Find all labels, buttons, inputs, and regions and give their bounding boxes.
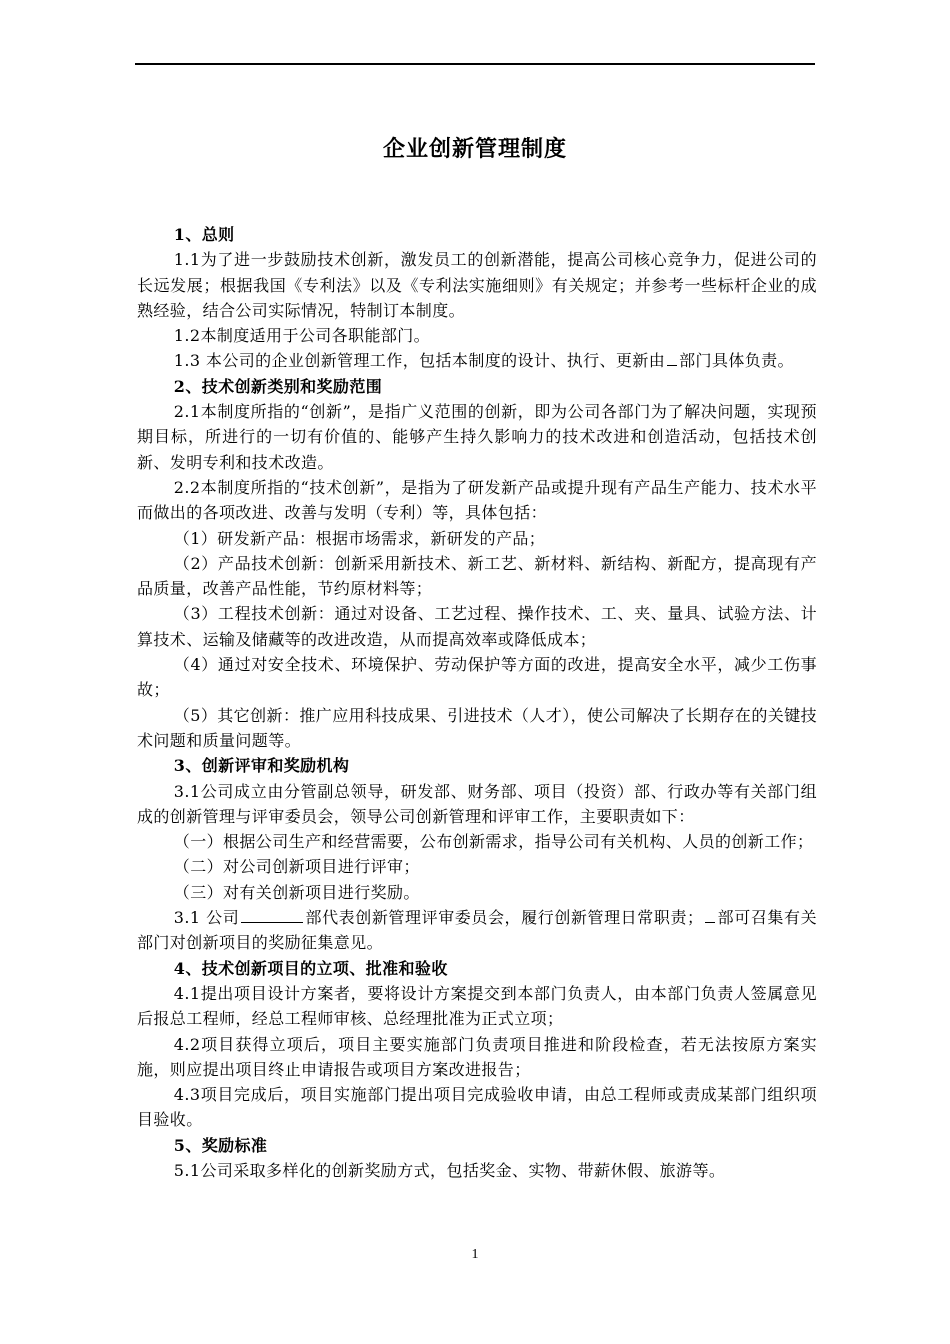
document-body — [137, 222, 817, 1183]
paragraph-text: 3.1 公司 — [173, 908, 240, 928]
list-item: （二）对公司创新项目进行评审； — [173, 857, 420, 877]
fill-in-blank — [241, 922, 303, 923]
section-heading: 1、总则 — [173, 225, 235, 244]
paragraph-text: 部代表创新管理评审委员会，履行创新管理日常职责； — [305, 908, 704, 928]
document-title: 企业创新管理制度 — [382, 136, 567, 162]
paragraph-text: 部可召集有关部门对创新项目的奖励征集意见。 — [137, 908, 817, 953]
list-item: （2）产品技术创新：创新采用新技术、新工艺、新材料、新结构、新配方，提高现有产品质量，改善产品性能，节约原材料等； — [137, 553, 817, 599]
paragraph: 5.1公司采取多样化的创新奖励方式，包括奖金、实物、带薪休假、旅游等。 — [173, 1160, 726, 1180]
list-item: （4）通过对安全技术、环境保护、劳动保护等方面的改进，提高安全水平，减少工伤事故； — [137, 655, 817, 700]
list-item: （三）对有关创新项目进行奖励。 — [173, 882, 420, 902]
paragraph: 3.1公司成立由分管副总领导，研发部、财务部、项目（投资）部、行政办等有关部门组成的创新管理与评审委员会，领导公司创新管理和评审工作，主要职责如下： — [137, 781, 817, 826]
list-item: （一）根据公司生产和经营需要，公布创新需求，指导公司有关机构、人员的创新工作； — [173, 832, 814, 852]
paragraph: 1.1为了进一步鼓励技术创新，激发员工的创新潜能，提高公司核心竞争力，促进公司的长远发展；根据我国《专利法》以及《专利法实施细则》有关规定；并参考一些标杆企业的成熟经验，结合公司实际情况，特制订本制度。 — [137, 250, 817, 320]
paragraph-text: 部门具体负责。 — [679, 351, 794, 371]
paragraph: 2.2本制度所指的“技术创新”，是指为了研发新产品或提升现有产品生产能力、技术水平而做出的各项改进、改善与发明（专利）等，具体包括： — [137, 477, 817, 523]
list-item: （1）研发新产品：根据市场需求，新研发的产品； — [173, 528, 546, 548]
section-heading: 4、技术创新项目的立项、批准和验收 — [173, 958, 448, 978]
section-heading: 5、奖励标准 — [173, 1135, 268, 1155]
page-number: 1 — [471, 1247, 479, 1262]
paragraph: 2.1本制度所指的“创新”，是指广义范围的创新，即为公司各部门为了解决问题，实现预期目标，所进行的一切有价值的、能够产生持久影响力的技术改进和创造活动，包括技术创新、发明专利和技术改造。 — [137, 402, 817, 472]
paragraph — [137, 348, 817, 373]
header-rule — [135, 63, 815, 65]
paragraph — [137, 905, 817, 956]
paragraph-text: 1.3 本公司的企业创新管理工作，包括本制度的设计、执行、更新由 — [173, 351, 666, 371]
paragraph: 4.3项目完成后，项目实施部门提出项目完成验收申请，由总工程师或责成某部门组织项目验收。 — [137, 1085, 817, 1130]
fill-in-blank — [705, 922, 715, 923]
paragraph: 1.2本制度适用于公司各职能部门。 — [173, 326, 431, 346]
list-item: （5）其它创新：推广应用科技成果、引进技术（人才），使公司解决了长期存在的关键技术问题和质量问题等。 — [137, 705, 817, 750]
fill-in-blank — [667, 365, 677, 366]
section-heading: 3、创新评审和奖励机构 — [173, 756, 350, 776]
paragraph: 4.1提出项目设计方案者，要将设计方案提交到本部门负责人，由本部门负责人签属意见后报总工程师，经总工程师审核、总经理批准为正式立项； — [137, 983, 817, 1029]
section-heading: 2、技术创新类别和奖励范围 — [173, 376, 383, 396]
paragraph: 4.2项目获得立项后，项目主要实施部门负责项目推进和阶段检查，若无法按原方案实施，则应提出项目终止申请报告或项目方案改进报告； — [137, 1034, 817, 1079]
list-item: （3）工程技术创新：通过对设备、工艺过程、操作技术、工、夹、量具、试验方法、计算技术、运输及储藏等的改进改造，从而提高效率或降低成本； — [137, 604, 817, 649]
